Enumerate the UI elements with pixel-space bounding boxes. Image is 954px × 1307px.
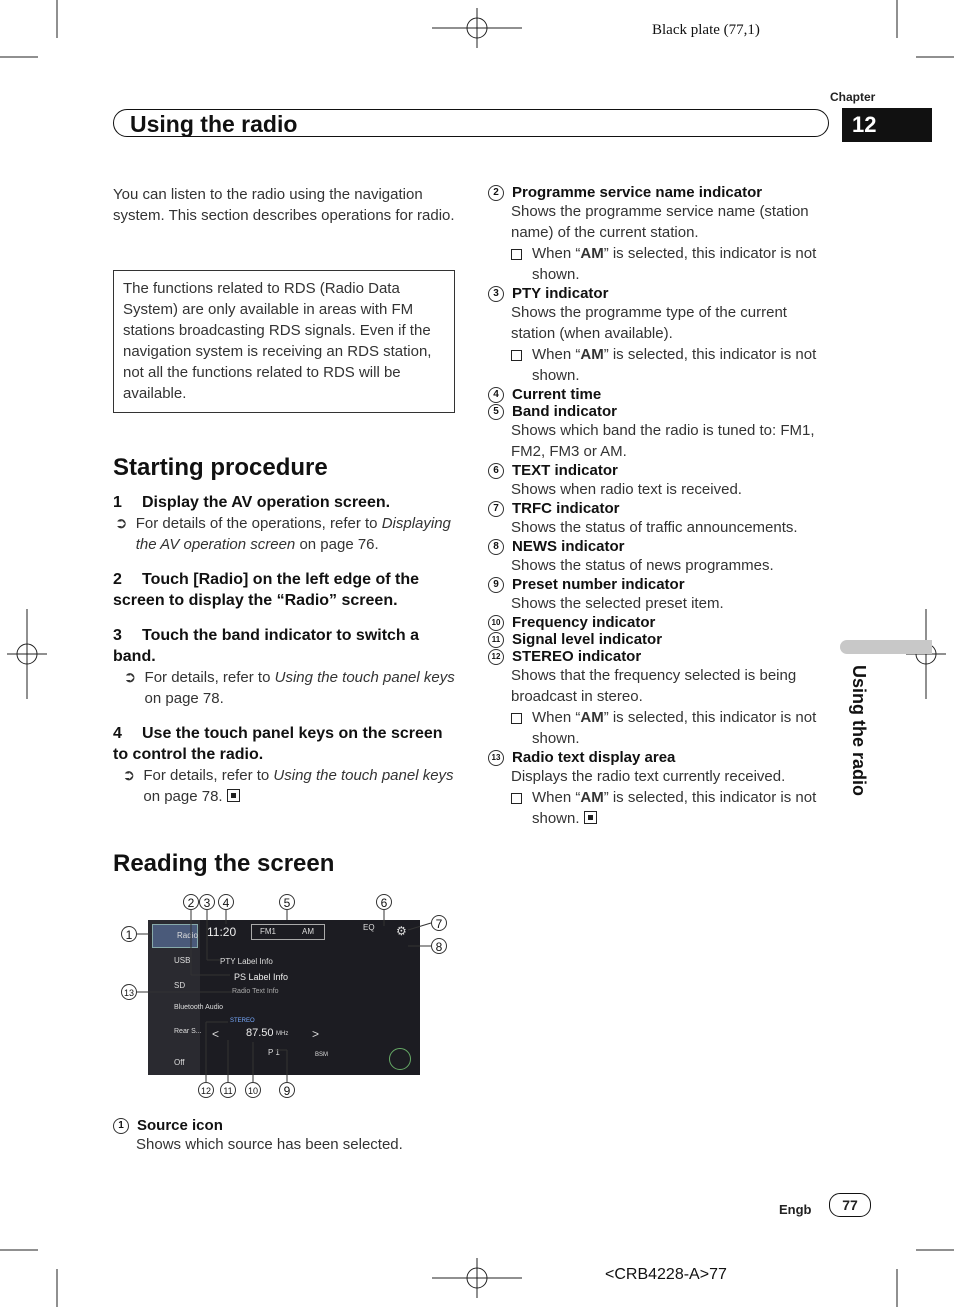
item-4: 4 Current time bbox=[488, 386, 828, 403]
callout-8: 8 bbox=[431, 938, 447, 954]
end-mark-icon bbox=[584, 811, 597, 824]
step-1: 1 Display the AV operation screen. bbox=[113, 494, 391, 511]
callout-10: 10 bbox=[245, 1082, 261, 1098]
callout-5: 5 bbox=[279, 894, 295, 910]
note-square-icon bbox=[511, 793, 522, 804]
step-3: 3 Touch the band indicator to switch a band. bbox=[113, 627, 420, 665]
callout-2: 2 bbox=[183, 894, 199, 910]
ps-indicator: PS Label Info bbox=[234, 972, 289, 982]
heading-starting: Starting procedure bbox=[113, 454, 328, 481]
radio-text: Radio Text Info bbox=[232, 988, 279, 995]
callout-11: 11 bbox=[220, 1082, 236, 1098]
left-arrow-icon: < bbox=[212, 1027, 220, 1041]
callout-9: 9 bbox=[279, 1082, 295, 1098]
item-3: 3 PTY indicator Shows the programme type of the current station (when available). When “AM” is selected, this indicator is not shown. bbox=[488, 285, 828, 386]
note-square-icon bbox=[511, 350, 522, 361]
intro-text: You can listen to the radio using the navigation system. This section describes operations for radio. bbox=[113, 186, 455, 224]
item-13: 13 Radio text display area Displays the radio text currently received. When “AM” is selected, this indicator is not shown. bbox=[488, 749, 828, 829]
callout-4: 4 bbox=[218, 894, 234, 910]
item-10: 10 Frequency indicator bbox=[488, 614, 828, 631]
item-1: 1 Source icon Shows which source has been selected. bbox=[113, 1117, 455, 1155]
plate-label: Black plate (77,1) bbox=[652, 22, 760, 38]
band-indicator: FM1 AM bbox=[251, 924, 325, 940]
chapter-number: 12 bbox=[842, 108, 932, 142]
side-tab-label: Using the radio bbox=[849, 665, 869, 797]
step-1-note: ➲ For details of the operations, refer to Displaying the AV operation screen on page 76. bbox=[114, 515, 451, 553]
item-11: 11 Signal level indicator bbox=[488, 631, 828, 648]
step-2: 2 Touch [Radio] on the left edge of the screen to display the “Radio” screen. bbox=[113, 571, 420, 609]
page-number: 77 bbox=[829, 1193, 871, 1217]
right-arrow-icon: > bbox=[312, 1027, 320, 1041]
arrow-icon: ➲ bbox=[122, 767, 144, 784]
callout-6: 6 bbox=[376, 894, 392, 910]
frequency: 87.50 bbox=[246, 1027, 274, 1039]
pty-indicator: PTY Label Info bbox=[220, 957, 273, 966]
language-label: Engb bbox=[779, 1202, 812, 1217]
chapter-label: Chapter bbox=[830, 90, 876, 104]
source-icon: Radio bbox=[152, 924, 198, 948]
items-list bbox=[488, 184, 828, 829]
item-2: 2 Programme service name indicator Shows the programme service name (station name) of the current station. When “AM” is selected, this indicator is not shown. bbox=[488, 184, 828, 285]
callout-7: 7 bbox=[431, 915, 447, 931]
time-display: 11:20 bbox=[207, 925, 237, 939]
step-3-note: ➲ For details, refer to Using the touch panel keys on page 78. bbox=[113, 667, 455, 709]
stereo-indicator: STEREO bbox=[230, 1018, 255, 1024]
preset-indicator: P 1 bbox=[268, 1048, 280, 1057]
arrow-icon: ➲ bbox=[114, 515, 136, 532]
step-4: 4 Use the touch panel keys on the screen to control the radio. bbox=[113, 725, 443, 763]
eq-indicator: EQ bbox=[363, 923, 375, 932]
item-12: 12 STEREO indicator Shows that the frequency selected is being broadcast in stereo. When “AM” is selected, this indicator is not shown. bbox=[488, 648, 828, 749]
document-code: <CRB4228-A>77 bbox=[605, 1266, 727, 1283]
callout-3: 3 bbox=[199, 894, 215, 910]
item-7: 7 TRFC indicator Shows the status of traffic announcements. bbox=[488, 500, 828, 538]
item-8: 8 NEWS indicator Shows the status of news programmes. bbox=[488, 538, 828, 576]
rds-note-box: The functions related to RDS (Radio Data System) are only available in areas with FM stations broadcasting RDS signals. Even if the navigation system is receiving an RDS station, not all the functions related to RDS will be available. bbox=[113, 270, 455, 413]
item-9: 9 Preset number indicator Shows the selected preset item. bbox=[488, 576, 828, 614]
gear-icon: ⚙ bbox=[396, 924, 407, 938]
callout-12: 12 bbox=[198, 1082, 214, 1098]
step-4-note: ➲ For details, refer to Using the touch panel keys on page 78. bbox=[113, 765, 455, 807]
radio-screen-illustration: Radio USB SD Bluetooth Audio Rear S... Off 11:20 FM1 AM EQ ⚙ PTY Label Info PS Label Info Radio Text Info STEREO < 87.50 MHz > P 1 BSM bbox=[148, 920, 420, 1075]
callout-13: 13 bbox=[121, 984, 137, 1000]
heading-reading: Reading the screen bbox=[113, 850, 335, 877]
section-title: Using the radio bbox=[130, 111, 298, 137]
arrow-icon: ➲ bbox=[123, 669, 145, 686]
note-square-icon bbox=[511, 713, 522, 724]
callout-1: 1 bbox=[121, 926, 137, 942]
item-5: 5 Band indicator Shows which band the radio is tuned to: FM1, FM2, FM3 or AM. bbox=[488, 403, 828, 462]
bsm-button: BSM bbox=[315, 1052, 329, 1058]
item-6: 6 TEXT indicator Shows when radio text is received. bbox=[488, 462, 828, 500]
note-square-icon bbox=[511, 249, 522, 260]
